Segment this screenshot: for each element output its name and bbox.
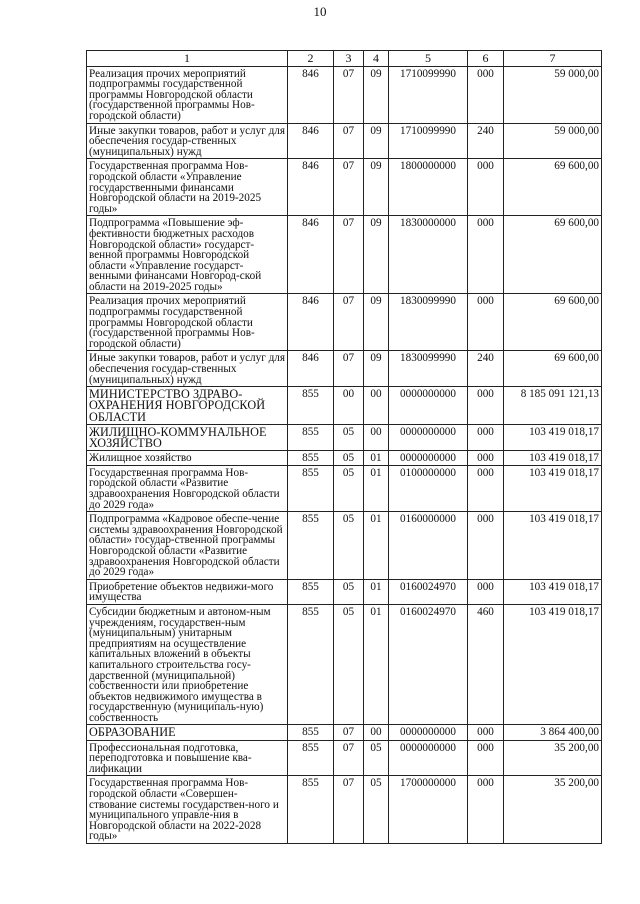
row-section-cell: 05 [334,604,364,725]
row-amount-cell: 69 600,00 [504,351,602,387]
row-expense-type-cell: 000 [468,740,504,776]
row-expense-type-cell: 000 [468,725,504,740]
row-target-cell: 0000000000 [389,725,468,740]
row-name-cell: Жилищное хозяйство [87,451,288,466]
row-subsection-cell: 09 [364,123,389,159]
row-subsection-cell: 09 [364,159,389,216]
row-expense-type-cell: 000 [468,159,504,216]
row-amount-cell: 103 419 018,17 [504,604,602,725]
row-name-cell: ЖИЛИЩНО-КОММУНАЛЬНОЕ ХОЗЯЙСТВО [87,424,288,450]
table-row [87,424,602,450]
row-amount-cell: 59 000,00 [504,66,602,123]
row-code-cell: 855 [288,740,334,776]
row-code-cell: 846 [288,159,334,216]
column-header: 4 [364,51,389,67]
row-target-cell: 0000000000 [389,451,468,466]
row-subsection-cell: 01 [364,451,389,466]
row-section-cell: 05 [334,465,364,511]
row-name-cell: Иные закупки товаров, работ и услуг для обеспечения государ-ственных (муниципальных) нужд [87,351,288,387]
row-code-cell: 855 [288,725,334,740]
row-subsection-cell: 09 [364,66,389,123]
page-number: 10 [313,4,327,19]
table-row [87,66,602,123]
row-name-cell: Государственная программа Нов-городской области «Совершен-ствование системы государствен-ного и муниципального управле-ния в Новгородской области на 2022-2028 годы» [87,776,288,844]
row-amount-cell: 69 600,00 [504,159,602,216]
row-subsection-cell: 00 [364,725,389,740]
row-amount-cell: 103 419 018,17 [504,451,602,466]
row-amount-cell: 103 419 018,17 [504,424,602,450]
row-section-cell: 05 [334,424,364,450]
row-expense-type-cell: 000 [468,216,504,294]
column-header: 3 [334,51,364,67]
row-target-cell: 1830000000 [389,216,468,294]
row-amount-cell: 35 200,00 [504,740,602,776]
row-subsection-cell: 01 [364,465,389,511]
column-header: 2 [288,51,334,67]
row-expense-type-cell: 000 [468,424,504,450]
row-subsection-cell: 09 [364,351,389,387]
row-subsection-cell: 01 [364,579,389,604]
row-target-cell: 1710099990 [389,66,468,123]
column-header: 7 [504,51,602,67]
header-row [87,51,602,67]
column-header: 5 [389,51,468,67]
row-section-cell: 07 [334,123,364,159]
row-amount-cell: 8 185 091 121,13 [504,387,602,425]
row-target-cell: 1830099990 [389,351,468,387]
row-expense-type-cell: 000 [468,451,504,466]
row-expense-type-cell: 240 [468,351,504,387]
row-code-cell: 855 [288,604,334,725]
row-section-cell: 05 [334,579,364,604]
table-row [87,216,602,294]
row-amount-cell: 103 419 018,17 [504,465,602,511]
table-row [87,604,602,725]
row-subsection-cell: 01 [364,604,389,725]
column-header: 6 [468,51,504,67]
row-section-cell: 07 [334,740,364,776]
row-target-cell: 0000000000 [389,424,468,450]
table-row [87,725,602,740]
row-expense-type-cell: 240 [468,123,504,159]
row-section-cell: 07 [334,725,364,740]
budget-table [86,50,602,844]
column-header: 1 [87,51,288,67]
row-section-cell: 07 [334,294,364,351]
row-amount-cell: 3 864 400,00 [504,725,602,740]
row-code-cell: 855 [288,776,334,844]
row-name-cell: Реализация прочих мероприятий подпрограммы государственной программы Новгородской области (государственной программы Нов-городской области) [87,66,288,123]
row-section-cell: 07 [334,66,364,123]
row-name-cell: Приобретение объектов недвижи-мого имущества [87,579,288,604]
row-subsection-cell: 09 [364,216,389,294]
row-amount-cell: 103 419 018,17 [504,579,602,604]
row-expense-type-cell: 000 [468,579,504,604]
row-code-cell: 846 [288,123,334,159]
row-name-cell: Государственная программа Нов-городской области «Развитие здравоохранения Новгородской области до 2029 года» [87,465,288,511]
row-expense-type-cell: 460 [468,604,504,725]
row-target-cell: 0000000000 [389,387,468,425]
row-code-cell: 846 [288,66,334,123]
row-target-cell: 1700000000 [389,776,468,844]
table-row [87,123,602,159]
table-row [87,294,602,351]
table-row [87,159,602,216]
row-amount-cell: 69 600,00 [504,216,602,294]
table-row [87,740,602,776]
row-code-cell: 846 [288,216,334,294]
row-expense-type-cell: 000 [468,294,504,351]
row-code-cell: 855 [288,424,334,450]
row-name-cell: Подпрограмма «Повышение эф-фективности бюджетных расходов Новгородской области» государст-венной программы Новгородской области «Управление государст-венными финансами Новгород-ской области на 2019-2025 годы» [87,216,288,294]
row-target-cell: 0160024970 [389,579,468,604]
row-target-cell: 1710099990 [389,123,468,159]
row-expense-type-cell: 000 [468,465,504,511]
row-section-cell: 07 [334,351,364,387]
row-subsection-cell: 00 [364,387,389,425]
row-code-cell: 855 [288,512,334,580]
table-row [87,465,602,511]
row-name-cell: Иные закупки товаров, работ и услуг для обеспечения государ-ственных (муниципальных) нужд [87,123,288,159]
row-name-cell: Реализация прочих мероприятий подпрограммы государственной программы Новгородской области (государственной программы Нов-городской области) [87,294,288,351]
row-subsection-cell: 00 [364,424,389,450]
row-name-cell: Подпрограмма «Кадровое обеспе-чение системы здравоохранения Новгородской области» государ-ственной программы Новгородской области «Развитие здравоохранения Новгородской области до 2029 года» [87,512,288,580]
row-section-cell: 07 [334,216,364,294]
row-subsection-cell: 05 [364,740,389,776]
row-subsection-cell: 09 [364,294,389,351]
row-code-cell: 846 [288,351,334,387]
table-row [87,776,602,844]
row-code-cell: 855 [288,451,334,466]
row-code-cell: 855 [288,387,334,425]
row-name-cell: МИНИСТЕРСТВО ЗДРАВО-ОХРАНЕНИЯ НОВГОРОДСКОЙ ОБЛАСТИ [87,387,288,425]
row-amount-cell: 103 419 018,17 [504,512,602,580]
row-amount-cell: 59 000,00 [504,123,602,159]
table-row [87,351,602,387]
row-expense-type-cell: 000 [468,512,504,580]
table-row [87,387,602,425]
row-target-cell: 1830099990 [389,294,468,351]
row-target-cell: 0000000000 [389,740,468,776]
row-code-cell: 846 [288,294,334,351]
row-name-cell: Субсидии бюджетным и автоном-ным учреждениям, государствен-ным (муниципальным) унитарным предприятиям на осуществление капитальных вложений в объекты капитального строительства госу-дарственной (муниципальной) собственности или приобретение объектов недвижимого имущества в государственную (муниципаль-ную) собственность [87,604,288,725]
row-section-cell: 05 [334,451,364,466]
row-name-cell: Государственная программа Нов-городской области «Управление государственными финансами Новгородской области на 2019-2025 годы» [87,159,288,216]
row-amount-cell: 35 200,00 [504,776,602,844]
row-target-cell: 1800000000 [389,159,468,216]
row-target-cell: 0160024970 [389,604,468,725]
row-target-cell: 0160000000 [389,512,468,580]
row-expense-type-cell: 000 [468,387,504,425]
table-row [87,579,602,604]
row-section-cell: 07 [334,776,364,844]
row-section-cell: 07 [334,159,364,216]
row-expense-type-cell: 000 [468,66,504,123]
row-subsection-cell: 01 [364,512,389,580]
table-row [87,451,602,466]
row-subsection-cell: 05 [364,776,389,844]
row-expense-type-cell: 000 [468,776,504,844]
row-name-cell: ОБРАЗОВАНИЕ [87,725,288,740]
row-section-cell: 05 [334,512,364,580]
row-code-cell: 855 [288,579,334,604]
row-name-cell: Профессиональная подготовка, переподготовка и повышение ква-лификации [87,740,288,776]
row-amount-cell: 69 600,00 [504,294,602,351]
row-code-cell: 855 [288,465,334,511]
row-target-cell: 0100000000 [389,465,468,511]
table-row [87,512,602,580]
row-section-cell: 00 [334,387,364,425]
